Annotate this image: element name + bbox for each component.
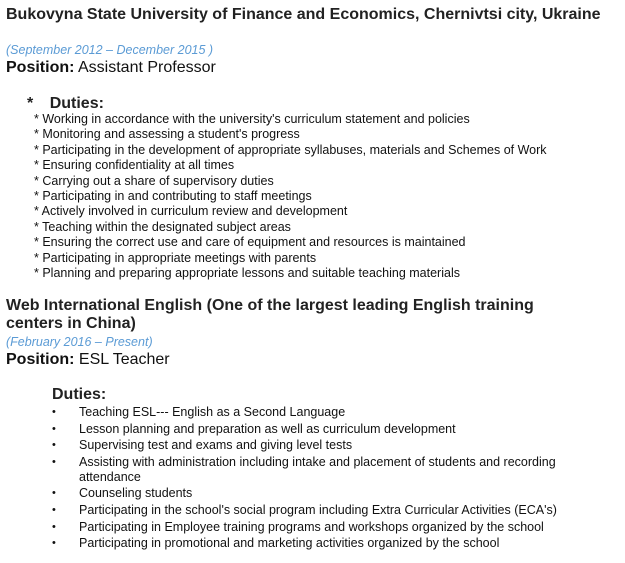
job1-position-label: Position:	[6, 59, 75, 76]
job2-duties-list	[52, 405, 572, 553]
job2-position	[6, 351, 170, 369]
job1-duties-marker: *	[27, 95, 34, 112]
list-item: • Counseling students	[52, 486, 572, 501]
list-item: * Participating in and contributing to staff meetings	[34, 189, 547, 204]
job1-position	[6, 59, 216, 77]
job1-duties-list	[34, 112, 547, 281]
list-item: * Participating in appropriate meetings with parents	[34, 251, 547, 266]
list-item: • Assisting with administration including intake and placement of students and recording attendance	[52, 455, 572, 485]
list-item: * Teaching within the designated subject areas	[34, 220, 547, 235]
list-item: • Lesson planning and preparation as well as curriculum development	[52, 422, 572, 437]
list-item: * Working in accordance with the university's curriculum statement and policies	[34, 112, 547, 127]
list-item: * Carrying out a share of supervisory duties	[34, 174, 547, 189]
list-item: * Participating in the development of appropriate syllabuses, materials and Schemes of Work	[34, 143, 547, 158]
job2-position-value: ESL Teacher	[78, 351, 170, 368]
job1-position-value: Assistant Professor	[78, 59, 216, 76]
list-item: • Teaching ESL--- English as a Second Language	[52, 405, 572, 420]
job1-organization: Bukovyna State University of Finance and Economics, Chernivtsi city, Ukraine	[6, 6, 601, 23]
list-item: • Participating in Employee training programs and workshops organized by the school	[52, 520, 572, 535]
list-item: • Supervising test and exams and giving level tests	[52, 438, 572, 453]
job1-duties-heading	[27, 95, 104, 113]
job1-duties-label: Duties:	[49, 95, 104, 112]
list-item: * Actively involved in curriculum review and development	[34, 204, 547, 219]
list-item: * Ensuring the correct use and care of equipment and resources is maintained	[34, 235, 547, 250]
job2-organization: Web International English (One of the largest leading English training centers in China)	[6, 297, 534, 332]
job2-position-label: Position:	[6, 351, 75, 368]
job1-dates: (September 2012 – December 2015 )	[6, 43, 214, 57]
list-item: • Participating in promotional and marketing activities organized by the school	[52, 536, 572, 551]
job2-dates: (February 2016 – Present)	[6, 335, 153, 349]
list-item: * Planning and preparing appropriate lessons and suitable teaching materials	[34, 266, 547, 281]
list-item: * Monitoring and assessing a student's progress	[34, 127, 547, 142]
list-item: * Ensuring confidentiality at all times	[34, 158, 547, 173]
list-item: • Participating in the school's social program including Extra Curricular Activities (ECA's)	[52, 503, 572, 518]
job2-duties-heading: Duties:	[52, 386, 107, 403]
